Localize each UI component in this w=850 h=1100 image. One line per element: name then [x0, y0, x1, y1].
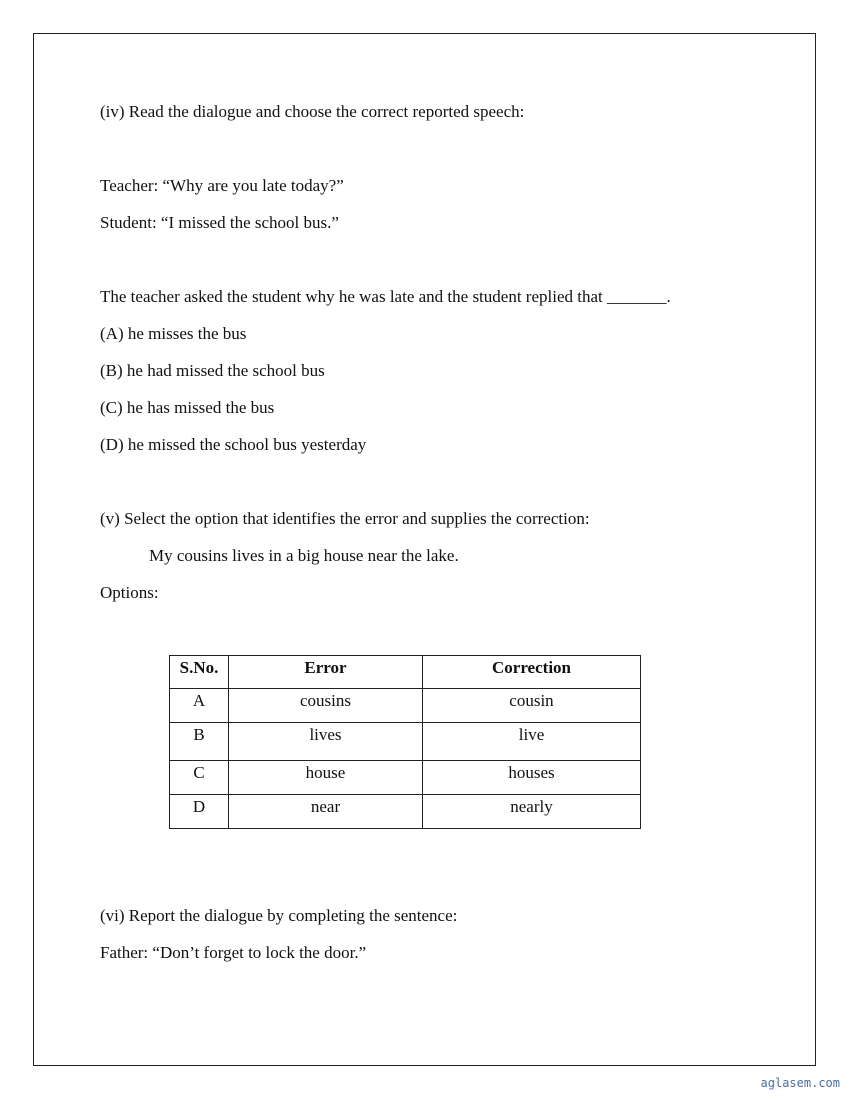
- option-d: (D) he missed the school bus yesterday: [100, 435, 367, 454]
- option-b: (B) he had missed the school bus: [100, 361, 325, 380]
- header-sno: S.No.: [170, 656, 229, 689]
- cell-sno: B: [170, 723, 229, 761]
- cell-correction: nearly: [423, 795, 641, 829]
- question-vi-prompt: (vi) Report the dialogue by completing the sentence:: [100, 906, 458, 925]
- table-row: [170, 689, 641, 723]
- watermark-link[interactable]: aglasem.com: [760, 1076, 840, 1090]
- cell-sno: D: [170, 795, 229, 829]
- cell-sno: A: [170, 689, 229, 723]
- cell-correction: cousin: [423, 689, 641, 723]
- cell-sno: C: [170, 761, 229, 795]
- question-v-prompt: (v) Select the option that identifies the error and supplies the correction:: [100, 509, 590, 528]
- table-row: [170, 795, 641, 829]
- cell-error: house: [229, 761, 423, 795]
- options-label: Options:: [100, 583, 159, 602]
- table-header-row: [170, 656, 641, 689]
- option-a: (A) he misses the bus: [100, 324, 247, 343]
- cell-error: cousins: [229, 689, 423, 723]
- dialogue-father-line: Father: “Don’t forget to lock the door.”: [100, 943, 367, 962]
- option-c: (C) he has missed the bus: [100, 398, 275, 417]
- cell-correction: live: [423, 723, 641, 761]
- header-error: Error: [229, 656, 423, 689]
- question-iv-stem: The teacher asked the student why he was late and the student replied that _______.: [100, 287, 671, 306]
- options-table: [169, 655, 641, 829]
- table-row: [170, 761, 641, 795]
- error-sentence: My cousins lives in a big house near the lake.: [149, 546, 459, 565]
- dialogue-teacher-line: Teacher: “Why are you late today?”: [100, 176, 344, 195]
- header-correction: Correction: [423, 656, 641, 689]
- cell-error: lives: [229, 723, 423, 761]
- table-row: [170, 723, 641, 761]
- dialogue-student-line: Student: “I missed the school bus.”: [100, 213, 339, 232]
- cell-correction: houses: [423, 761, 641, 795]
- question-iv-prompt: (iv) Read the dialogue and choose the correct reported speech:: [100, 102, 525, 121]
- cell-error: near: [229, 795, 423, 829]
